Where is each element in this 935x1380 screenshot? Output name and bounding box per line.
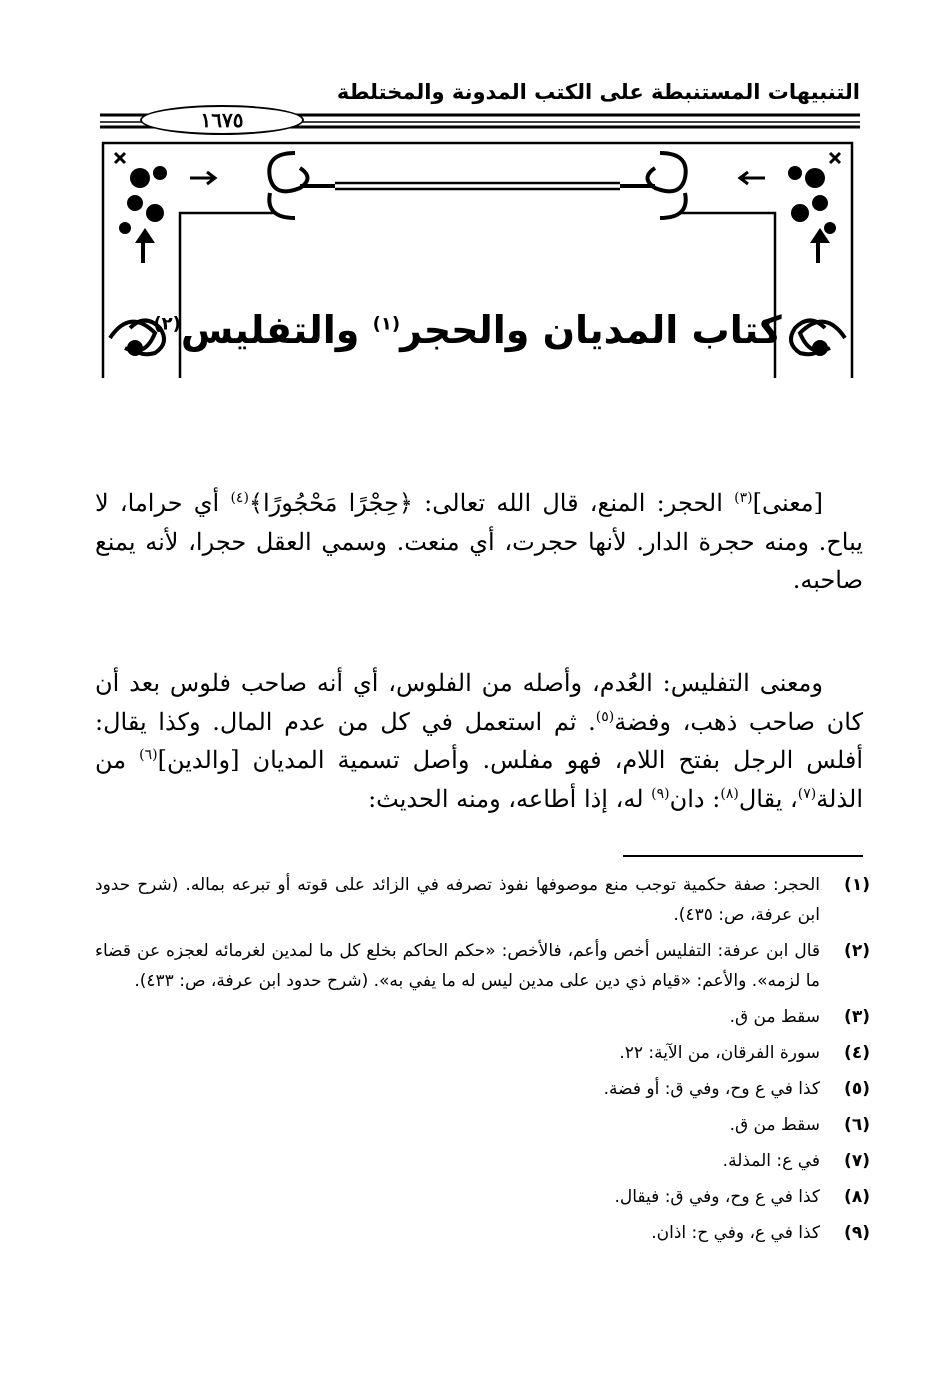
footnote-item — [95, 1146, 870, 1176]
footnote-number: (٦) — [844, 1115, 870, 1135]
footnote-item — [95, 1110, 870, 1140]
footnote-ref: (٨) — [720, 785, 739, 802]
paragraph-text: أي حراما، لا يباح. ومنه حجرة الدار. لأنها حجرت، أي منعت. وسمي العقل حجرا، لأنه يمنع صاحبه. — [95, 489, 863, 594]
footnote-number: (٩) — [844, 1223, 870, 1243]
footnote-text: كذا في ع وح، وفي ق: فيقال. — [614, 1187, 820, 1207]
footnote-ref: (٦) — [139, 747, 158, 763]
paragraph-text: له، إذا أطاعه، ومنه الحديث: — [368, 784, 652, 813]
paragraph-text: ومعنى التفليس: العُدم، وأصله من الفلوس، أي أنه صاحب فلوس بعد أن كان صاحب ذهب، وفضة — [95, 669, 863, 736]
footnote-item — [95, 1074, 870, 1104]
running-header: التنبيهات المستنبطة على الكتب المدونة والمختلطة — [336, 80, 860, 104]
footnote-separator — [623, 855, 863, 857]
paragraph-text: ، يقال — [738, 784, 798, 813]
chapter-title — [0, 308, 935, 352]
footnote-item — [95, 870, 870, 930]
header-rule — [100, 97, 860, 137]
footnote-ref: (٤) — [230, 490, 249, 506]
body-paragraph — [95, 664, 863, 818]
footnote-number: (٨) — [844, 1187, 870, 1207]
scroll-ornament-left-icon — [269, 153, 335, 218]
footnote-ref: (٧) — [797, 785, 817, 802]
left-corner-ornament-icon — [115, 153, 215, 263]
chapter-title-text: كتاب المديان والحجر — [400, 308, 782, 352]
page-number: ١٦٧٥ — [140, 105, 304, 135]
chapter-title-text: والتفليس — [180, 308, 373, 352]
paragraph-text: : دان — [669, 784, 721, 813]
footnotes — [95, 870, 870, 1254]
footnote-text: سورة الفرقان، من الآية: ٢٢. — [619, 1043, 820, 1063]
footnote-ref: (٥) — [595, 708, 615, 725]
footnote-text: قال ابن عرفة: التفليس أخص وأعم، فالأخص: «حكم الحاكم بخلع كل ما لمدين لغرمائه لعجزه عن قضاء ما لزمه». والأعم: «قيام ذي دين على مدين ليس له ما يفي به». (شرح حدود ابن عرفة، ص: ٤٣٣). — [95, 941, 820, 991]
footnote-item — [95, 1182, 870, 1212]
right-corner-ornament-icon — [740, 153, 840, 263]
scroll-ornament-right-icon — [620, 153, 686, 218]
footnote-item — [95, 1002, 870, 1032]
body-paragraph — [95, 484, 863, 600]
footnote-item — [95, 1218, 870, 1248]
footnote-ref: (٢) — [153, 313, 181, 335]
footnote-ref: (٣) — [734, 490, 753, 506]
footnote-number: (٥) — [844, 1079, 870, 1099]
footnote-ref: (١) — [372, 313, 401, 335]
footnote-text: كذا في ع، وفي ح: اذان. — [651, 1223, 820, 1243]
footnote-text: سقط من ق. — [729, 1007, 820, 1027]
footnote-number: (٣) — [844, 1007, 870, 1027]
footnote-text: في ع: المذلة. — [722, 1151, 820, 1171]
footnote-item — [95, 1038, 870, 1068]
footnote-ref: (٩) — [651, 785, 670, 802]
footnote-number: (٧) — [844, 1151, 870, 1171]
footnote-text: كذا في ع وح، وفي ق: أو فضة. — [603, 1079, 820, 1099]
footnote-number: (٤) — [844, 1043, 870, 1063]
paragraph-text: الحجر: المنع، قال الله تعالى: ﴿حِجْرًا مَحْجُورًا﴾ — [248, 489, 735, 517]
paragraph-text: . ثم استعمل في كل من عدم المال. وكذا يقال: أفلس الرجل بفتح اللام، فهو مفلس. وأصل تسمية المديان [والدين] — [95, 707, 863, 774]
footnote-text: سقط من ق. — [729, 1115, 820, 1135]
footnote-number: (١) — [844, 875, 870, 895]
footnote-item — [95, 936, 870, 996]
paragraph-text: [معنى] — [752, 489, 823, 517]
footnote-text: الحجر: صفة حكمية توجب منع موصوفها نفوذ تصرفه في الزائد على قوته أو تبرعه بماله. (شرح حدود ابن عرفة، ص: ٤٣٥). — [95, 875, 820, 925]
paragraph-text: من الذلة — [95, 746, 863, 813]
footnote-number: (٢) — [844, 941, 870, 961]
